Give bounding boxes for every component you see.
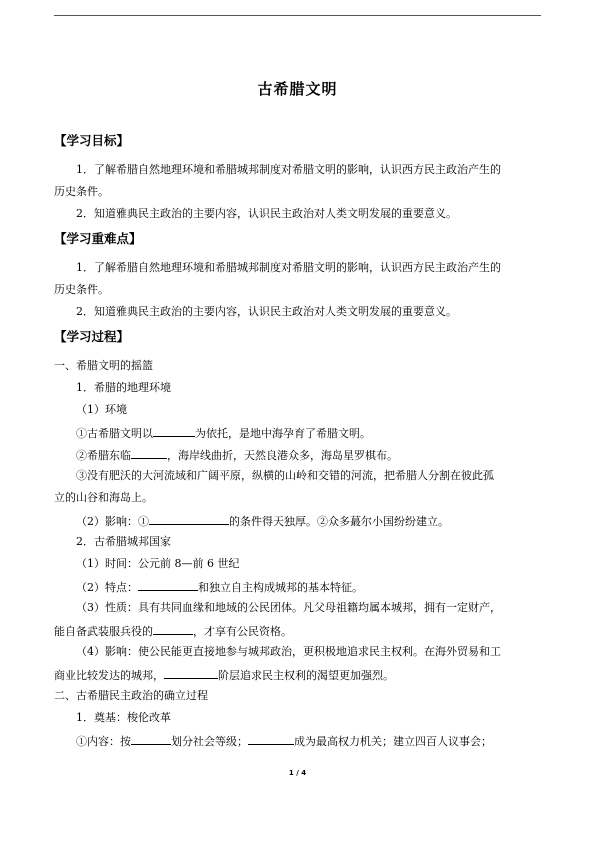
body-line: 立的山谷和海岛上。 [54, 491, 153, 504]
key-item-1: 1．了解希腊自然地理环境和希腊城邦制度对希腊文明的影响，认识西方民主政治产生的 [76, 261, 501, 274]
body-line [54, 667, 541, 683]
body-line: （1）环境 [76, 403, 127, 416]
body-text: 成为最高权力机关；建立四百人议事会； [294, 735, 492, 748]
body-line: 1．奠基：梭伦改革 [76, 711, 171, 724]
body-line [54, 513, 541, 529]
fill-blank [153, 623, 193, 635]
body-text: 能自备武装服兵役的 [54, 625, 153, 638]
key-item-2: 2．知道雅典民主政治的主要内容，认识民主政治对人类文明发展的重要意义。 [76, 305, 457, 318]
body-text: ，才享有公民资格。 [193, 625, 292, 638]
section-heading-goals: 【学习目标】 [54, 133, 130, 148]
fill-blank [164, 667, 218, 679]
page-title: 古希腊文明 [257, 80, 338, 98]
body-line [54, 447, 541, 463]
body-text: 的条件得天独厚。②众多蕞尔小国纷纷建立。 [229, 515, 449, 528]
body-text: 和独立自主构成城邦的基本特征。 [198, 581, 363, 594]
section-heading-key-points: 【学习重难点】 [54, 231, 142, 246]
body-text: ①古希腊文明以 [76, 427, 153, 440]
key-item-1-cont: 历史条件。 [54, 283, 109, 296]
header-rule [54, 15, 541, 16]
body-text: （2）特点： [76, 581, 138, 594]
page-number: 1 / 4 [288, 769, 307, 777]
body-line: （4）影响：使公民能更直接地参与城邦政治，更积极地追求民主权利。在海外贸易和工 [76, 645, 501, 658]
body-line: 2．古希腊城邦国家 [76, 535, 171, 548]
body-text: 为依托，是地中海孕育了希腊文明。 [195, 427, 371, 440]
body-line: ③没有肥沃的大河流域和广阔平原，纵横的山岭和交错的河流，把希腊人分割在彼此孤 [76, 469, 494, 482]
section-heading-process: 【学习过程】 [54, 329, 130, 344]
body-line [54, 733, 541, 749]
body-line: （3）性质：具有共同血缘和地域的公民团体。凡父母祖籍均属本城邦，拥有一定财产， [76, 601, 501, 614]
body-text: ，海岸线曲折，天然良港众多，海岛星罗棋布。 [167, 449, 398, 462]
body-line: 1．希腊的地理环境 [76, 381, 171, 394]
fill-blank [149, 513, 229, 525]
body-line: （1）时间：公元前 8—前 6 世纪 [76, 557, 240, 570]
body-line [54, 579, 541, 595]
body-line [54, 623, 541, 639]
body-text: 阶层追求民主权利的渴望更加强烈。 [218, 669, 394, 682]
fill-blank [131, 733, 171, 745]
fill-blank [153, 425, 195, 437]
body-text: 划分社会等级； [171, 735, 248, 748]
body-line [54, 425, 541, 441]
body-line: 二、古希腊民主政治的确立过程 [54, 689, 208, 702]
fill-blank [138, 579, 198, 591]
body-text: （2）影响：① [76, 515, 149, 528]
goal-item-1: 1．了解希腊自然地理环境和希腊城邦制度对希腊文明的影响，认识西方民主政治产生的 [76, 163, 501, 176]
body-text: ②希腊东临 [76, 449, 131, 462]
fill-blank [248, 733, 294, 745]
body-text: 商业比较发达的城邦， [54, 669, 164, 682]
goal-item-2: 2．知道雅典民主政治的主要内容，认识民主政治对人类文明发展的重要意义。 [76, 207, 457, 220]
goal-item-1-cont: 历史条件。 [54, 185, 109, 198]
body-text: ①内容：按 [76, 735, 131, 748]
body-line: 一、希腊文明的摇篮 [54, 359, 153, 372]
fill-blank [131, 447, 167, 459]
